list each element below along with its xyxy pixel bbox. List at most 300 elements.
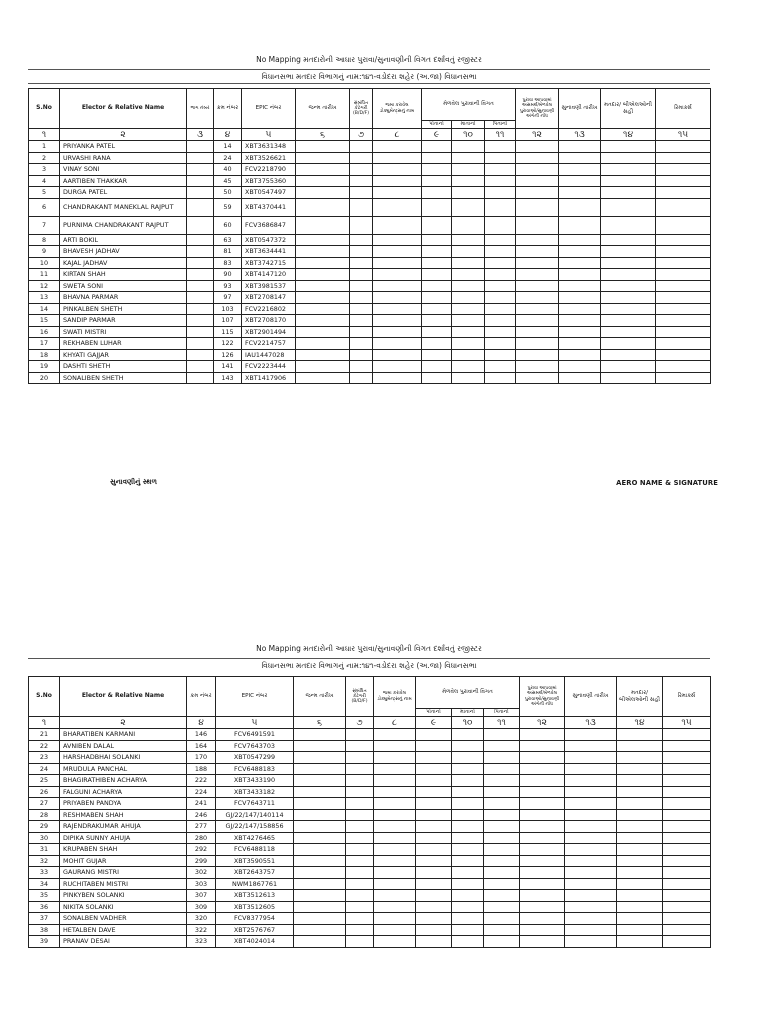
row-empty-cell	[452, 303, 485, 315]
row-empty-cell	[656, 234, 711, 246]
table-row	[29, 164, 711, 176]
row-empty-cell	[294, 867, 346, 879]
row-sno: 39	[29, 936, 60, 948]
row-elector-name: PINKALBEN SHETH	[60, 303, 187, 315]
row-empty-cell	[663, 832, 711, 844]
row-empty-cell	[484, 729, 520, 741]
row-empty-cell	[601, 141, 656, 153]
row-empty-cell	[663, 855, 711, 867]
row-elector-name: BHAVESH JADHAV	[60, 246, 187, 258]
row-empty-cell	[294, 901, 346, 913]
row-empty-cell	[520, 878, 565, 890]
row-part-number	[187, 372, 214, 384]
row-empty-cell	[617, 729, 663, 741]
column-index: ૮	[373, 129, 422, 141]
row-empty-cell	[374, 936, 416, 948]
row-empty-cell	[565, 821, 617, 833]
row-serial-number: 164	[187, 740, 216, 752]
row-epic-number: XBT3433182	[216, 786, 294, 798]
row-empty-cell	[516, 361, 559, 373]
header-remarks: રિમાર્ક્સ	[663, 677, 711, 717]
table-row	[29, 786, 711, 798]
row-elector-name: REKHABEN LUHAR	[60, 338, 187, 350]
row-serial-number: 320	[187, 913, 216, 925]
row-part-number	[187, 175, 214, 187]
table-row	[29, 752, 711, 764]
row-empty-cell	[516, 257, 559, 269]
row-empty-cell	[350, 303, 373, 315]
row-empty-cell	[656, 216, 711, 234]
row-elector-name: FALGUNI ACHARYA	[60, 786, 187, 798]
row-empty-cell	[373, 198, 422, 216]
row-epic-number: XBT3631348	[242, 141, 296, 153]
table-row	[29, 303, 711, 315]
row-empty-cell	[422, 280, 452, 292]
row-empty-cell	[617, 878, 663, 890]
row-empty-cell	[373, 349, 422, 361]
column-index: ૧૧	[484, 717, 520, 729]
row-empty-cell	[601, 152, 656, 164]
header-sno: S.No	[29, 677, 60, 717]
row-empty-cell	[485, 349, 516, 361]
row-empty-cell	[346, 867, 374, 879]
row-empty-cell	[296, 292, 350, 304]
row-empty-cell	[374, 924, 416, 936]
row-part-number	[187, 315, 214, 327]
row-empty-cell	[656, 164, 711, 176]
header-received: મેળવેલ પુરાવાની વિગત	[416, 677, 520, 709]
row-empty-cell	[565, 763, 617, 775]
row-empty-cell	[422, 372, 452, 384]
row-empty-cell	[601, 338, 656, 350]
row-empty-cell	[617, 844, 663, 856]
row-empty-cell	[416, 775, 452, 787]
row-sno: 37	[29, 913, 60, 925]
row-empty-cell	[565, 936, 617, 948]
row-empty-cell	[559, 361, 601, 373]
row-empty-cell	[346, 844, 374, 856]
row-empty-cell	[452, 257, 485, 269]
row-empty-cell	[516, 198, 559, 216]
column-index: ૧૫	[656, 129, 711, 141]
row-empty-cell	[452, 152, 485, 164]
row-empty-cell	[374, 809, 416, 821]
row-empty-cell	[422, 338, 452, 350]
row-serial-number: 302	[187, 867, 216, 879]
row-serial-number: 59	[214, 198, 242, 216]
row-serial-number: 107	[214, 315, 242, 327]
row-empty-cell	[520, 890, 565, 902]
row-empty-cell	[656, 338, 711, 350]
row-sno: 27	[29, 798, 60, 810]
row-empty-cell	[452, 867, 484, 879]
row-elector-name: BHARATIBEN KARMANI	[60, 729, 187, 741]
row-empty-cell	[346, 936, 374, 948]
column-index: ૧૪	[617, 717, 663, 729]
row-empty-cell	[452, 338, 485, 350]
column-index: ૧	[29, 129, 60, 141]
row-epic-number: XBT2576767	[216, 924, 294, 936]
row-empty-cell	[601, 246, 656, 258]
register-sheet-2	[28, 641, 710, 948]
row-part-number	[187, 361, 214, 373]
row-empty-cell	[416, 844, 452, 856]
row-empty-cell	[559, 141, 601, 153]
row-empty-cell	[374, 913, 416, 925]
row-empty-cell	[516, 303, 559, 315]
row-elector-name: MRUDULA PANCHAL	[60, 763, 187, 775]
row-epic-number: FCV6488183	[216, 763, 294, 775]
table-row	[29, 338, 711, 350]
row-empty-cell	[485, 234, 516, 246]
row-empty-cell	[520, 867, 565, 879]
row-empty-cell	[346, 890, 374, 902]
row-empty-cell	[416, 878, 452, 890]
register-table-2	[28, 676, 711, 948]
row-empty-cell	[617, 855, 663, 867]
row-empty-cell	[485, 198, 516, 216]
row-empty-cell	[346, 798, 374, 810]
row-empty-cell	[374, 844, 416, 856]
row-serial-number: 323	[187, 936, 216, 948]
row-empty-cell	[373, 280, 422, 292]
column-index: ૫	[216, 717, 294, 729]
row-elector-name: SWETA SONI	[60, 280, 187, 292]
row-empty-cell	[656, 372, 711, 384]
row-empty-cell	[373, 175, 422, 187]
row-empty-cell	[452, 315, 485, 327]
row-empty-cell	[350, 326, 373, 338]
row-empty-cell	[296, 216, 350, 234]
row-epic-number: XBT3634441	[242, 246, 296, 258]
row-sno: 12	[29, 280, 60, 292]
row-empty-cell	[350, 141, 373, 153]
row-sno: 19	[29, 361, 60, 373]
row-sno: 5	[29, 187, 60, 199]
row-empty-cell	[416, 809, 452, 821]
row-serial-number: 309	[187, 901, 216, 913]
row-elector-name: BHAVNA PARMAR	[60, 292, 187, 304]
row-elector-name: HARSHADBHAI SOLANKI	[60, 752, 187, 764]
row-empty-cell	[452, 901, 484, 913]
row-empty-cell	[617, 775, 663, 787]
row-sno: 25	[29, 775, 60, 787]
table-row	[29, 901, 711, 913]
table-row	[29, 141, 711, 153]
row-empty-cell	[565, 855, 617, 867]
row-empty-cell	[617, 763, 663, 775]
row-empty-cell	[516, 349, 559, 361]
column-index: ૩	[187, 129, 214, 141]
row-sno: 8	[29, 234, 60, 246]
row-part-number	[187, 257, 214, 269]
row-empty-cell	[452, 890, 484, 902]
header-hearing: સુનાવણી તારીખ	[559, 89, 601, 129]
row-empty-cell	[601, 216, 656, 234]
column-index: ૭	[346, 717, 374, 729]
column-index: ૧૦	[452, 129, 485, 141]
row-empty-cell	[346, 821, 374, 833]
row-epic-number: FCV7643711	[216, 798, 294, 810]
row-empty-cell	[484, 752, 520, 764]
row-sno: 26	[29, 786, 60, 798]
row-empty-cell	[484, 786, 520, 798]
row-sno: 3	[29, 164, 60, 176]
header-mother: માતાનો	[452, 121, 485, 129]
row-empty-cell	[294, 729, 346, 741]
row-sno: 31	[29, 844, 60, 856]
table-row	[29, 821, 711, 833]
column-index: ૮	[374, 717, 416, 729]
row-empty-cell	[452, 832, 484, 844]
table-row	[29, 809, 711, 821]
table-row	[29, 175, 711, 187]
header-sign: મતદાર/ બીએલઓની સહી	[617, 677, 663, 717]
row-empty-cell	[452, 855, 484, 867]
row-empty-cell	[452, 809, 484, 821]
row-empty-cell	[452, 763, 484, 775]
row-empty-cell	[350, 338, 373, 350]
row-empty-cell	[516, 152, 559, 164]
row-part-number	[187, 216, 214, 234]
aero-signature-label: AERO NAME & SIGNATURE	[616, 479, 718, 487]
row-empty-cell	[416, 752, 452, 764]
row-empty-cell	[485, 216, 516, 234]
row-elector-name: KRUPABEN SHAH	[60, 844, 187, 856]
column-index: ૯	[416, 717, 452, 729]
row-empty-cell	[663, 752, 711, 764]
row-empty-cell	[294, 890, 346, 902]
row-empty-cell	[374, 798, 416, 810]
row-epic-number: XBT3433190	[216, 775, 294, 787]
row-empty-cell	[601, 303, 656, 315]
row-empty-cell	[601, 269, 656, 281]
row-empty-cell	[485, 257, 516, 269]
table-row	[29, 257, 711, 269]
row-empty-cell	[422, 164, 452, 176]
row-empty-cell	[373, 315, 422, 327]
row-empty-cell	[346, 924, 374, 936]
column-index: ૭	[350, 129, 373, 141]
row-empty-cell	[656, 280, 711, 292]
row-empty-cell	[485, 164, 516, 176]
row-empty-cell	[520, 775, 565, 787]
row-serial-number: 122	[214, 338, 242, 350]
row-empty-cell	[416, 890, 452, 902]
row-empty-cell	[520, 913, 565, 925]
row-serial-number: 141	[214, 361, 242, 373]
row-empty-cell	[416, 901, 452, 913]
row-empty-cell	[422, 175, 452, 187]
row-empty-cell	[452, 798, 484, 810]
column-index: ૪	[187, 717, 216, 729]
row-empty-cell	[656, 326, 711, 338]
row-empty-cell	[374, 740, 416, 752]
row-empty-cell	[350, 216, 373, 234]
row-elector-name: CHANDRAKANT MANEKLAL RAJPUT	[60, 198, 187, 216]
row-empty-cell	[663, 798, 711, 810]
row-empty-cell	[346, 729, 374, 741]
row-empty-cell	[559, 372, 601, 384]
row-empty-cell	[452, 786, 484, 798]
row-empty-cell	[484, 832, 520, 844]
table-row	[29, 216, 711, 234]
row-elector-name: AARTIBEN THAKKAR	[60, 175, 187, 187]
row-empty-cell	[346, 809, 374, 821]
header-sign: મતદાર/ બીએલઓની સહી	[601, 89, 656, 129]
row-empty-cell	[617, 740, 663, 752]
row-empty-cell	[452, 141, 485, 153]
row-empty-cell	[663, 775, 711, 787]
row-epic-number: XBT0547299	[216, 752, 294, 764]
row-sno: 36	[29, 901, 60, 913]
row-empty-cell	[484, 924, 520, 936]
row-empty-cell	[565, 913, 617, 925]
row-sno: 7	[29, 216, 60, 234]
row-part-number	[187, 292, 214, 304]
row-empty-cell	[374, 729, 416, 741]
header-category: સંબંધિત કેટેગરી (B/D/F)	[346, 677, 374, 717]
row-empty-cell	[656, 269, 711, 281]
row-empty-cell	[601, 372, 656, 384]
row-part-number	[187, 234, 214, 246]
row-empty-cell	[520, 844, 565, 856]
column-index: ૧૩	[565, 717, 617, 729]
row-empty-cell	[617, 786, 663, 798]
row-empty-cell	[565, 901, 617, 913]
table-row	[29, 924, 711, 936]
row-serial-number: 292	[187, 844, 216, 856]
row-elector-name: VINAY SONI	[60, 164, 187, 176]
row-elector-name: DASHTI SHETH	[60, 361, 187, 373]
row-empty-cell	[663, 936, 711, 948]
row-empty-cell	[373, 187, 422, 199]
row-empty-cell	[422, 361, 452, 373]
row-empty-cell	[565, 867, 617, 879]
row-elector-name: SONALBEN VADHER	[60, 913, 187, 925]
row-part-number	[187, 326, 214, 338]
row-empty-cell	[452, 878, 484, 890]
row-empty-cell	[350, 257, 373, 269]
row-empty-cell	[601, 234, 656, 246]
row-empty-cell	[663, 913, 711, 925]
row-empty-cell	[296, 175, 350, 187]
row-empty-cell	[373, 269, 422, 281]
row-empty-cell	[565, 924, 617, 936]
row-empty-cell	[294, 775, 346, 787]
column-index: ૬	[294, 717, 346, 729]
row-empty-cell	[422, 187, 452, 199]
header-hearing: સુનાવણી તારીખ	[565, 677, 617, 717]
row-empty-cell	[416, 763, 452, 775]
row-empty-cell	[485, 315, 516, 327]
row-part-number	[187, 198, 214, 216]
row-empty-cell	[520, 855, 565, 867]
row-empty-cell	[294, 832, 346, 844]
row-empty-cell	[422, 198, 452, 216]
row-empty-cell	[520, 809, 565, 821]
row-empty-cell	[452, 740, 484, 752]
row-elector-name: RUCHITABEN MISTRI	[60, 878, 187, 890]
row-serial-number: 50	[214, 187, 242, 199]
row-sno: 17	[29, 338, 60, 350]
row-empty-cell	[520, 901, 565, 913]
row-epic-number: XBT3590551	[216, 855, 294, 867]
row-empty-cell	[663, 821, 711, 833]
row-empty-cell	[350, 198, 373, 216]
row-empty-cell	[663, 729, 711, 741]
row-empty-cell	[656, 315, 711, 327]
row-serial-number: 60	[214, 216, 242, 234]
row-empty-cell	[601, 187, 656, 199]
header-self: પોતાનો	[416, 709, 452, 717]
row-epic-number: XBT2643757	[216, 867, 294, 879]
row-elector-name: KAJAL JADHAV	[60, 257, 187, 269]
row-elector-name: RAJENDRAKUMAR AHUJA	[60, 821, 187, 833]
row-empty-cell	[296, 315, 350, 327]
row-sno: 9	[29, 246, 60, 258]
table-row	[29, 775, 711, 787]
row-empty-cell	[294, 786, 346, 798]
table-row	[29, 315, 711, 327]
row-empty-cell	[559, 269, 601, 281]
row-part-number	[187, 303, 214, 315]
row-empty-cell	[617, 832, 663, 844]
row-empty-cell	[422, 246, 452, 258]
row-empty-cell	[520, 729, 565, 741]
row-empty-cell	[374, 878, 416, 890]
header-remarks: રિમાર્ક્સ	[656, 89, 711, 129]
row-empty-cell	[520, 832, 565, 844]
row-empty-cell	[617, 936, 663, 948]
row-empty-cell	[296, 372, 350, 384]
constituency-subtitle: વિધાનસભા મતદાર વિભાગનું નામ:૧૪૧-વડોદરા શહેર (અ.જા) વિધાનસભા	[261, 661, 477, 670]
row-epic-number: XBT4370441	[242, 198, 296, 216]
hearing-place-label: સુનાવણીનું સ્થળ	[110, 478, 158, 486]
row-empty-cell	[422, 315, 452, 327]
row-sno: 24	[29, 763, 60, 775]
row-empty-cell	[422, 292, 452, 304]
row-empty-cell	[565, 878, 617, 890]
row-empty-cell	[416, 855, 452, 867]
row-sno: 33	[29, 867, 60, 879]
row-empty-cell	[485, 372, 516, 384]
table-row	[29, 187, 711, 199]
row-empty-cell	[601, 198, 656, 216]
row-empty-cell	[373, 361, 422, 373]
column-index-row	[29, 129, 711, 141]
row-sno: 18	[29, 349, 60, 361]
row-serial-number: 280	[187, 832, 216, 844]
row-empty-cell	[520, 786, 565, 798]
row-empty-cell	[346, 855, 374, 867]
row-empty-cell	[565, 752, 617, 764]
row-empty-cell	[452, 729, 484, 741]
row-empty-cell	[296, 349, 350, 361]
table-row	[29, 269, 711, 281]
row-empty-cell	[296, 338, 350, 350]
row-empty-cell	[374, 855, 416, 867]
row-empty-cell	[485, 280, 516, 292]
row-epic-number: FCV7643703	[216, 740, 294, 752]
row-empty-cell	[601, 164, 656, 176]
row-empty-cell	[294, 809, 346, 821]
row-empty-cell	[350, 246, 373, 258]
row-empty-cell	[350, 315, 373, 327]
row-sno: 11	[29, 269, 60, 281]
row-epic-number: IAU1447028	[242, 349, 296, 361]
row-serial-number: 170	[187, 752, 216, 764]
